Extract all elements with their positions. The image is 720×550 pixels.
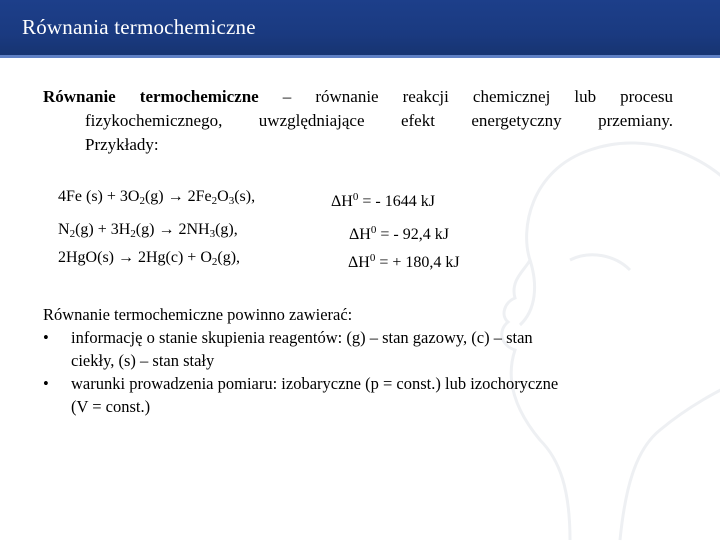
enthalpy-3 [348, 247, 460, 274]
delta-h-symbol: ΔH [349, 226, 371, 243]
bullet-icon: • [43, 374, 49, 393]
enthalpy-1 [331, 186, 435, 213]
examples-label: Przykłady: [85, 135, 159, 154]
list-item [43, 326, 683, 372]
equation-1 [58, 186, 255, 208]
enthalpy-value: = - 92,4 kJ [376, 226, 449, 243]
requirement-text: informację o stanie skupienia reagentów: (g) – stan gazowy, (c) – stan [71, 328, 533, 347]
requirements-section [43, 303, 683, 418]
definition-paragraph [43, 85, 673, 157]
eq2-sub: 2 [69, 228, 76, 240]
standard-superscript: 0 [370, 224, 377, 236]
title-underline [0, 55, 720, 58]
delta-h-symbol: ΔH [348, 254, 370, 271]
requirement-text: warunki prowadzenia pomiaru: izobaryczne (p = const.) lub izochoryczne [71, 374, 559, 393]
eq1-part: O [217, 188, 229, 205]
equation-2 [58, 219, 238, 241]
eq1-part: (g) → 2Fe [144, 188, 212, 205]
defined-term: Równanie termochemiczne [43, 87, 259, 106]
delta-h-symbol: ΔH [331, 193, 353, 210]
eq1-sub: 2 [211, 195, 218, 207]
enthalpy-value: = - 1644 kJ [358, 193, 435, 210]
enthalpy-value: = + 180,4 kJ [375, 254, 460, 271]
eq1-sub: 3 [228, 195, 235, 207]
requirements-heading: Równanie termochemiczne powinno zawierać: [43, 305, 353, 324]
eq3-part: (g), [217, 249, 241, 266]
definition-line-1 [43, 85, 673, 109]
eq1-part: 4Fe (s) + 3O [58, 188, 140, 205]
eq2-sub: 3 [209, 228, 216, 240]
eq2-part: (g), [215, 221, 238, 238]
eq3-part: 2HgO(s) → 2Hg(c) + O [58, 249, 212, 266]
eq2-sub: 2 [130, 228, 136, 240]
standard-superscript: 0 [369, 252, 376, 264]
eq2-part: N [58, 221, 70, 238]
enthalpy-2 [349, 219, 449, 246]
eq1-sub: 2 [139, 195, 145, 207]
definition-text-1: – równanie reakcji chemicznej lub procesu [282, 87, 674, 106]
eq2-part: (g) → 2NH [135, 221, 210, 238]
equation-3 [58, 247, 240, 269]
title-bar [0, 0, 720, 58]
definition-line-2: fizykochemicznego, uwzględniające efekt energetyczny przemiany. [85, 111, 673, 130]
eq1-part: (s), [234, 188, 256, 205]
requirements-list [43, 326, 683, 418]
list-item [43, 372, 683, 418]
requirement-text-cont: ciekły, (s) – stan stały [71, 351, 215, 370]
standard-superscript: 0 [352, 191, 359, 203]
requirement-text-cont: (V = const.) [71, 397, 151, 416]
eq3-sub: 2 [211, 256, 218, 268]
bullet-icon: • [43, 328, 49, 347]
slide-title: Równania termochemiczne [22, 15, 256, 39]
eq2-part: (g) + 3H [75, 221, 131, 238]
